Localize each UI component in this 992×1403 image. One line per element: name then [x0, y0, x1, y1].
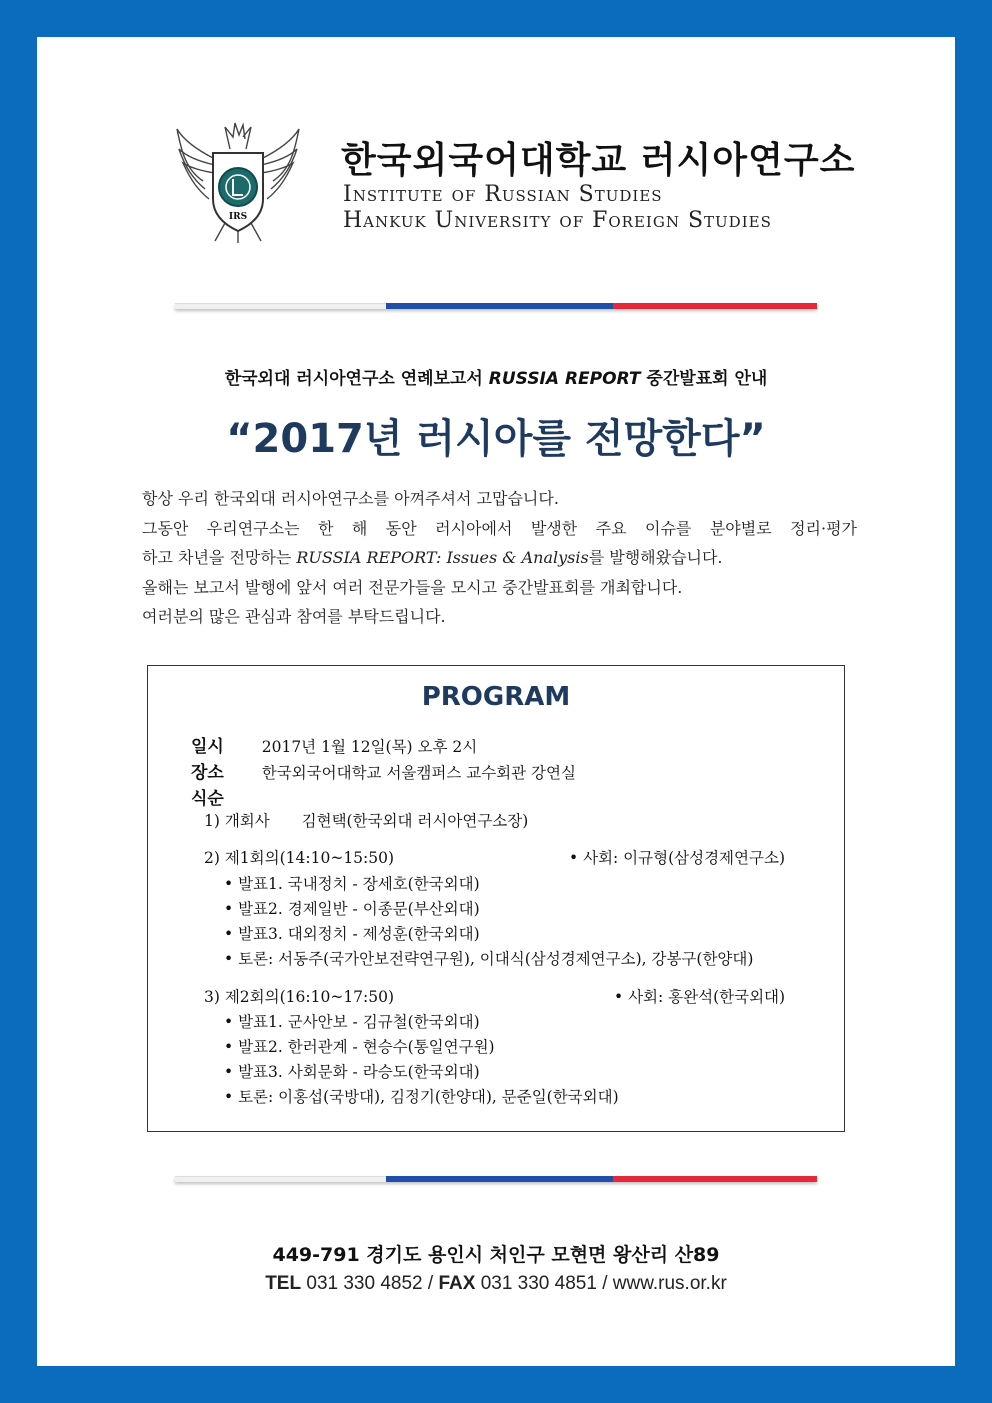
place-row [191, 758, 576, 783]
tel-value: 031 330 4852 / [306, 1273, 434, 1294]
fax-and-website: 031 330 4851 / www.rus.or.kr [480, 1273, 727, 1294]
tel-label: TEL [265, 1273, 302, 1294]
session2-item: • 토론: 이홍섭(국방대), 김정기(한양대), 문준일(한국외대) [224, 1085, 619, 1107]
program-title: PROGRAM [421, 682, 571, 712]
opening-row [204, 809, 528, 831]
subtitle-suffix: 중간발표회 안내 [646, 369, 768, 389]
session1-title: 2) 제1회의(14:10~15:50) [204, 849, 395, 867]
subtitle-report-name: RUSSIA REPORT [488, 369, 641, 389]
session1-item: • 토론: 서동주(국가안보전략연구원), 이대식(삼성경제연구소), 강봉구(한양대) [224, 947, 753, 969]
notice-subtitle [37, 364, 955, 389]
session1-item: • 발표3. 대외정치 - 제성훈(한국외대) [224, 922, 480, 944]
session2-title: 3) 제2회의(16:10~17:50) [204, 988, 395, 1006]
intro-line: 항상 우리 한국외대 러시아연구소를 아껴주셔서 고맙습니다. [142, 489, 559, 508]
intro-text [142, 484, 857, 632]
tricolor-divider-top [175, 303, 817, 309]
footer-address: 449-791 경기도 용인시 처인구 모현면 왕산리 산89 [272, 1244, 720, 1266]
org-english-name-line1: Institute of Russian Studies [343, 182, 663, 207]
org-english-name-line2: Hankuk University of Foreign Studies [343, 208, 772, 233]
session2-item: • 발표1. 군사안보 - 김규철(한국외대) [224, 1010, 480, 1032]
session2-item: • 발표3. 사회문화 - 라승도(한국외대) [224, 1060, 480, 1082]
program-box [147, 665, 845, 1132]
intro-line3-prefix: 하고 차년을 전망하는 [142, 548, 292, 567]
session2-moderator: • 사회: 홍완석(한국외대) [614, 985, 785, 1007]
opening-label: 1) 개회사 [204, 812, 270, 830]
session1-item: • 발표1. 국내정치 - 장세호(한국외대) [224, 872, 480, 894]
main-title: “2017년 러시아를 전망한다” [226, 416, 766, 462]
notice-page [37, 37, 955, 1366]
date-label: 일시 [191, 737, 224, 757]
date-value: 2017년 1월 12일(목) 오후 2시 [261, 738, 478, 756]
fax-label: FAX [438, 1273, 476, 1294]
place-value: 한국외국어대학교 서울캠퍼스 교수회관 강연실 [261, 764, 576, 782]
order-row [191, 784, 224, 809]
tricolor-divider-bottom [175, 1176, 817, 1182]
logo-text: IRS [228, 212, 248, 222]
opening-value: 김현택(한국외대 러시아연구소장) [301, 812, 529, 830]
intro-line: 그동안 우리연구소는 한 해 동안 러시아에서 발생한 주요 이슈를 분야별로 정리·평가 [142, 518, 857, 538]
session2-item: • 발표2. 한러관계 - 현승수(통일연구원) [224, 1035, 495, 1057]
session1-moderator: • 사회: 이규형(삼성경제연구소) [569, 846, 785, 868]
intro-line3-suffix: 를 발행해왔습니다. [588, 548, 723, 567]
intro-line: 올해는 보고서 발행에 앞서 여러 전문가들을 모시고 중간발표회를 개최합니다. [142, 577, 683, 597]
intro-report-title: RUSSIA REPORT: Issues & Analysis [296, 548, 589, 567]
subtitle-prefix: 한국외대 러시아연구소 연례보고서 [224, 369, 483, 389]
org-korean-name: 한국외국어대학교 러시아연구소 [341, 140, 856, 181]
date-row [191, 732, 477, 757]
eagle-emblem-icon [175, 119, 301, 245]
intro-line: 여러분의 많은 관심과 참여를 부탁드립니다. [142, 607, 446, 626]
session1-item: • 발표2. 경제일반 - 이종문(부산외대) [224, 897, 480, 919]
intro-line [142, 543, 857, 573]
place-label: 장소 [191, 763, 224, 783]
order-label: 식순 [191, 789, 224, 809]
footer-contact [37, 1273, 955, 1295]
